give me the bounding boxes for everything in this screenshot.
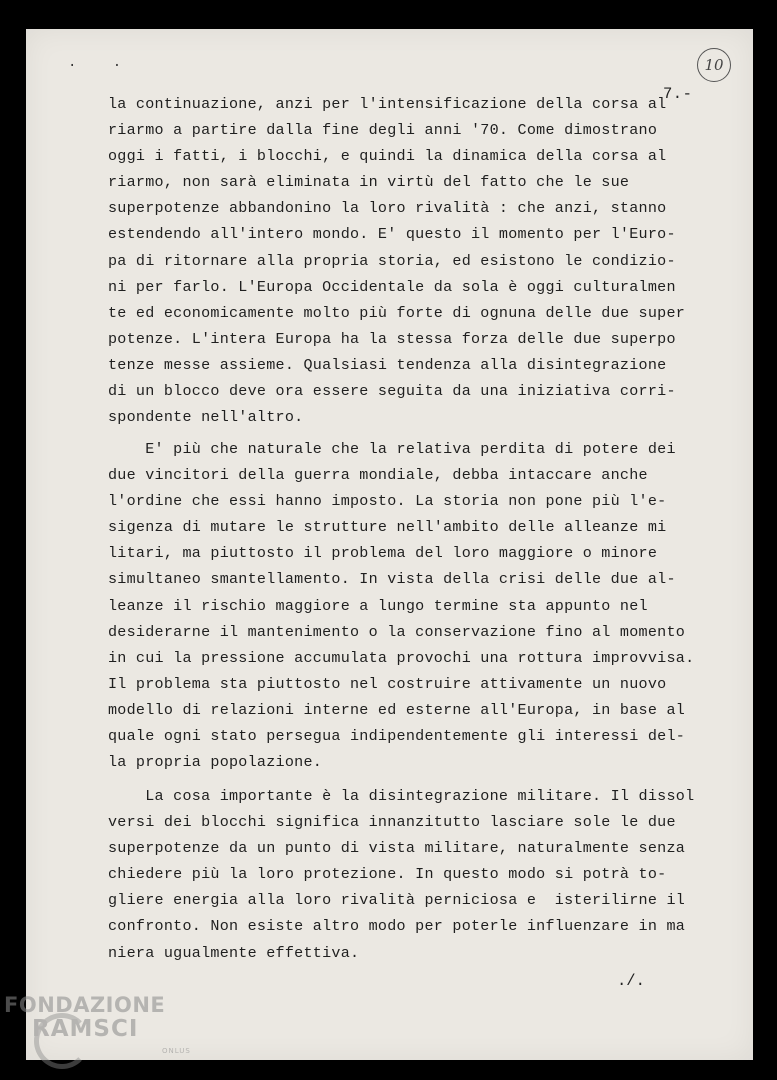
text-line: E' più che naturale che la relativa perdita di potere dei — [108, 440, 676, 458]
paragraph-1 — [108, 91, 688, 430]
watermark-g-logo-icon — [34, 1013, 90, 1069]
text-line: modello di relazioni interne ed esterne all'Europa, in base al — [108, 700, 686, 719]
text-line: La cosa importante è la disintegrazione militare. Il dissol — [108, 787, 695, 805]
archive-page-number: 10 — [697, 48, 731, 82]
text-line: chiedere più la loro protezione. In questo modo si potrà to- — [108, 865, 667, 884]
page-number: 7.- — [663, 85, 693, 103]
text-line: due vincitori della guerra mondiale, debba intaccare anche — [108, 466, 648, 485]
continuation-mark: ./. — [617, 972, 645, 990]
watermark-line-1: FONDAZIONE — [4, 993, 166, 1017]
text-line: simultaneo smantellamento. In vista della crisi delle due al- — [108, 570, 676, 589]
text-line: niera ugualmente effettiva. — [108, 943, 360, 962]
text-line: litari, ma piuttosto il problema del loro maggiore o minore — [108, 544, 658, 563]
text-line: riarmo a partire dalla fine degli anni '70. Come dimostrano — [108, 121, 658, 140]
text-line: estendendo all'intero mondo. E' questo il momento per l'Euro- — [108, 225, 676, 244]
text-line: la propria popolazione. — [108, 753, 323, 772]
fondazione-gramsci-watermark — [4, 993, 191, 1055]
watermark-onlus: ONLUS — [162, 1047, 191, 1055]
text-line: gliere energia alla loro rivalità perniciosa e isterilirne il — [108, 891, 686, 910]
text-line: l'ordine che essi hanno imposto. La storia non pone più l'e- — [108, 492, 667, 511]
text-line: spondente nell'altro. — [108, 408, 304, 427]
text-line: tenze messe assieme. Qualsiasi tendenza alla disintegrazione — [108, 355, 667, 374]
text-line: la continuazione, anzi per l'intensificazione della corsa al — [108, 95, 667, 113]
text-line: te ed economicamente molto più forte di ognuna delle due super — [108, 303, 686, 322]
text-line: quale ogni stato persegua indipendentemente gli interessi del- — [108, 727, 686, 746]
text-line: leanze il rischio maggiore a lungo termine sta appunto nel — [108, 596, 648, 615]
text-line: sigenza di mutare le strutture nell'ambito delle alleanze mi — [108, 518, 667, 537]
paragraph-3 — [108, 783, 695, 966]
text-line: di un blocco deve ora essere seguita da una iniziativa corri- — [108, 382, 676, 401]
text-line: ni per farlo. L'Europa Occidentale da sola è oggi culturalmen — [108, 277, 676, 296]
text-line: superpotenze abbandonino la loro rivalità : che anzi, stanno — [108, 199, 667, 218]
text-line: superpotenze da un punto di vista militare, naturalmente senza — [108, 839, 686, 858]
text-line: Il problema sta piuttosto nel costruire attivamente un nuovo — [108, 674, 667, 693]
text-line: riarmo, non sarà eliminata in virtù del fatto che le sue — [108, 173, 630, 192]
text-line: pa di ritornare alla propria storia, ed esistono le condizio- — [108, 251, 676, 270]
watermark-line-2: RAMSCI — [32, 1016, 139, 1042]
text-line: potenze. L'intera Europa ha la stessa forza delle due superpo — [108, 329, 676, 348]
paragraph-2 — [108, 436, 695, 775]
corner-marks: . . — [68, 55, 136, 71]
text-line: confronto. Non esiste altro modo per poterle influenzare in ma — [108, 917, 686, 936]
text-line: desiderarne il mantenimento o la conservazione fino al momento — [108, 622, 686, 641]
text-line: oggi i fatti, i blocchi, e quindi la dinamica della corsa al — [108, 147, 667, 166]
text-line: in cui la pressione accumulata provochi una rottura improvvisa. — [108, 648, 695, 667]
text-line: versi dei blocchi significa innanzitutto lasciare sole le due — [108, 813, 676, 832]
